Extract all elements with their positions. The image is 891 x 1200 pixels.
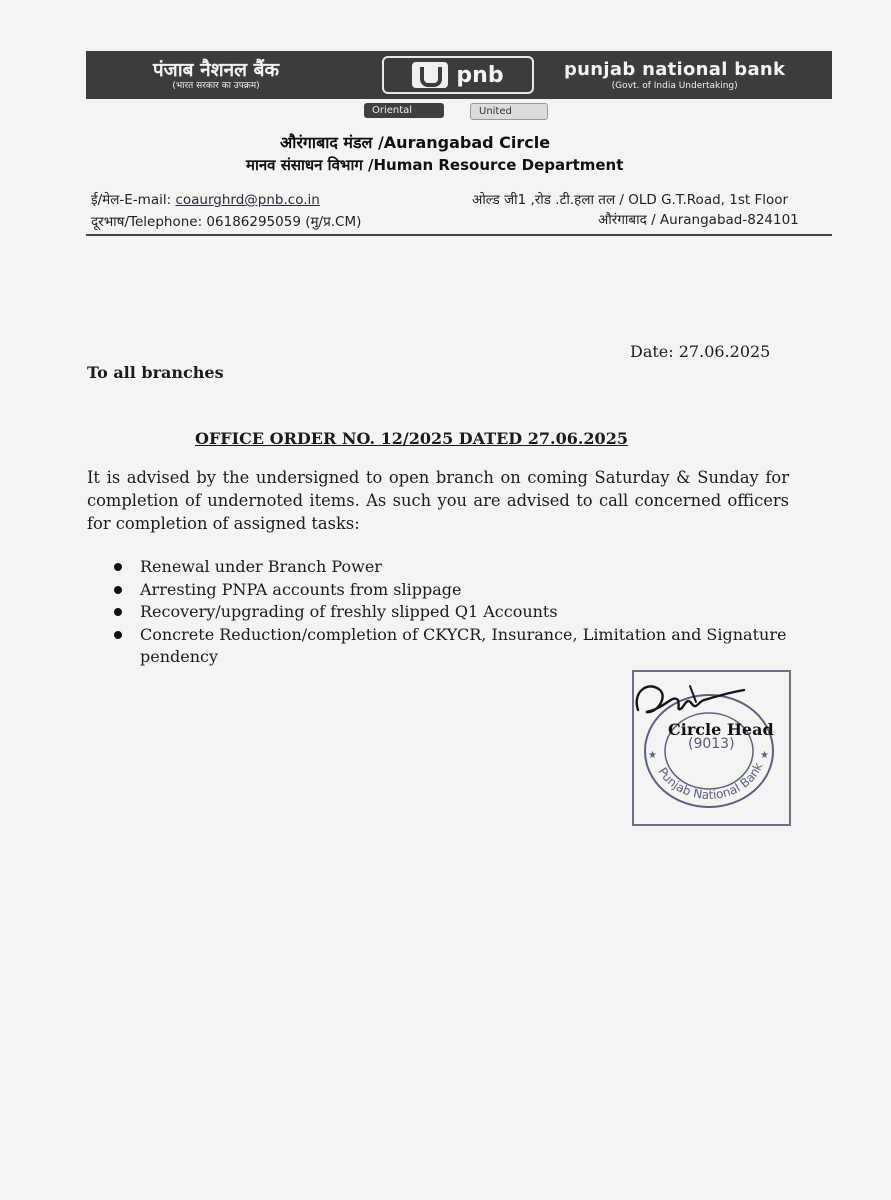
english-bank-subtitle: (Govt. of India Undertaking)	[611, 80, 738, 91]
hindi-bank-name-block	[86, 59, 346, 92]
department-title: मानव संसाधन विभाग /Human Resource Department	[246, 156, 624, 174]
list-item	[114, 579, 794, 602]
list-item	[114, 556, 794, 579]
email-label: ई/मेल-E-mail:	[91, 192, 176, 208]
task-list	[114, 556, 794, 669]
oriental-badge: Oriental	[364, 103, 444, 118]
list-item	[114, 624, 794, 669]
header-divider	[86, 234, 832, 236]
list-item	[114, 601, 794, 624]
united-badge: United	[470, 103, 548, 120]
pnb-logo	[382, 56, 534, 94]
bullet-icon	[114, 631, 122, 639]
circle-title: औरंगाबाद मंडल /Aurangabad Circle	[280, 133, 551, 152]
letter-date: Date: 27.06.2025	[630, 342, 771, 361]
svg-text:★: ★	[760, 750, 769, 761]
list-item-text: Arresting PNPA accounts from slippage	[140, 579, 462, 599]
email-line	[91, 190, 320, 208]
body-paragraph: It is advised by the undersigned to open branch on coming Saturday & Sunday for completion of undernoted items. As such you are advised to call concerned officers for completion of assigned tasks:	[87, 468, 789, 533]
merged-banks-row	[364, 103, 548, 120]
seal-number: (9013)	[688, 736, 735, 752]
pnb-logo-text: pnb	[456, 62, 504, 88]
pnb-logo-icon	[412, 62, 448, 88]
list-item-text: Renewal under Branch Power	[140, 557, 382, 576]
salutation: To all branches	[87, 363, 224, 382]
list-item-text: Concrete Reduction/completion of CKYCR, Insurance, Limitation and Signature pendency	[140, 624, 787, 666]
signatory-title: Circle Head	[668, 720, 774, 739]
english-bank-name-block	[564, 59, 785, 92]
bullet-icon	[114, 586, 122, 594]
seal-text: Punjab National Bank	[655, 760, 766, 803]
english-bank-name: punjab national bank	[564, 58, 786, 80]
hindi-bank-name: पंजाब नैशनल बैंक	[152, 58, 280, 81]
bullet-icon	[114, 563, 122, 571]
email-link[interactable]: coaurghrd@pnb.co.in	[175, 192, 320, 208]
telephone-line: दूरभाष/Telephone: 06186295059 (मु/प्र.CM)	[91, 214, 362, 230]
bullet-icon	[114, 608, 122, 616]
address-line-1: ओल्ड जी1 ,रोड .टी.हला तल / OLD G.T.Road, 1st Floor	[472, 192, 789, 208]
svg-text:★: ★	[648, 750, 657, 761]
hindi-bank-subtitle: (भारत सरकार का उपक्रम)	[172, 80, 260, 91]
address-line-2: औरंगाबाद / Aurangabad-824101	[598, 212, 799, 228]
list-item-text: Recovery/upgrading of freshly slipped Q1 Accounts	[140, 602, 558, 621]
letterhead-banner	[86, 51, 832, 99]
order-title: OFFICE ORDER NO. 12/2025 DATED 27.06.2025	[195, 429, 628, 448]
